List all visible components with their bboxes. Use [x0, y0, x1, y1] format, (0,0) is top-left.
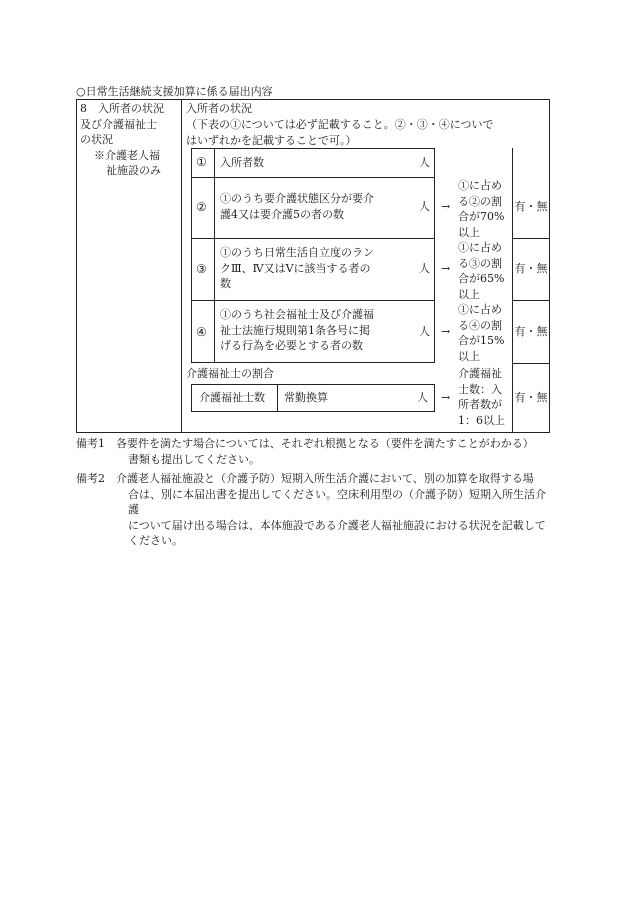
care-worker-unit: 人: [417, 391, 428, 404]
arrow-icon: →: [441, 200, 451, 213]
residents-intro-line: はいずれかを記載することで可。）: [186, 133, 357, 147]
row-label-line: ①のうち日常生活自立度のラン: [220, 246, 374, 259]
ratio-line: 以上: [458, 225, 480, 239]
arrow-icon: →: [441, 325, 451, 338]
row-label: [220, 191, 395, 222]
care-worker-divider: [277, 384, 278, 412]
row-label: 入所者数: [220, 156, 264, 169]
ratio-requirement: [458, 366, 512, 428]
yes-no-choice[interactable]: 有・無: [514, 325, 548, 338]
row-divider: [191, 300, 435, 301]
arrow-icon: →: [441, 262, 451, 275]
residents-title: 入所者の状況: [186, 102, 252, 115]
ratio-line: る③の割: [458, 256, 502, 270]
row-label-line: 護4又は要介護5の者の数: [220, 207, 344, 221]
row-unit: 人: [419, 200, 430, 213]
ratio-line: る②の割: [458, 194, 502, 208]
row-number: ④: [196, 325, 207, 339]
ratio-line: 合が65%: [458, 272, 505, 286]
row-unit: 人: [419, 262, 430, 275]
ratio-line: ①に占め: [458, 179, 502, 192]
choice-row-divider: [512, 238, 550, 239]
care-worker-method: 常勤換算: [284, 391, 328, 404]
row-unit: 人: [419, 156, 430, 169]
remark-item: [76, 471, 550, 549]
row-label-line: 祉士法施行規則第1条各号に掲: [220, 323, 370, 337]
row-label: [220, 307, 395, 354]
yes-no-choice[interactable]: 有・無: [514, 200, 548, 213]
remark-line: について届け出る場合は、本体施設である介護老人福祉施設における状況を記載して: [128, 518, 546, 532]
remark-item: [76, 436, 550, 468]
ratio-line: 合が15%: [458, 334, 505, 348]
ratio-line: ①に占め: [458, 303, 502, 316]
ratio-line: ①に占め: [458, 241, 502, 254]
yes-no-choice[interactable]: 有・無: [514, 262, 548, 275]
remark-line: ください。: [128, 534, 183, 548]
residents-intro-line: （下表の①については必ず記載すること。②・③・④についで: [186, 118, 494, 131]
remark-line: 合は、別に本届出書を提出してください。空床利用型の（介護予防）短期入所生活介護: [128, 487, 546, 517]
yes-no-choice[interactable]: 有・無: [514, 391, 548, 404]
row-number: ①: [196, 155, 207, 169]
arrow-icon: →: [441, 391, 451, 404]
item-title-line: の状況: [80, 133, 113, 147]
residents-intro: [186, 117, 510, 148]
row-divider: [191, 238, 435, 239]
row-divider: [191, 177, 435, 178]
ratio-line: 以上: [458, 349, 480, 363]
remark-line: 各要件を満たす場合については、それぞれ根拠となる（要件を満たすことがわかる）: [116, 437, 534, 450]
ratio-line: 介護福祉: [458, 367, 502, 380]
residents-table-divider: [214, 148, 215, 363]
row-number: ③: [196, 262, 207, 276]
row-label-line: ①のうち社会福祉士及び介護福: [220, 308, 374, 321]
ratio-line: 合が70%: [458, 210, 505, 224]
item-note-line: 祉施設のみ: [106, 164, 161, 178]
ratio-line: 以上: [458, 287, 480, 301]
item-label: [80, 101, 180, 179]
ratio-line: 士数：入: [458, 382, 502, 396]
row-unit: 人: [419, 325, 430, 338]
remark-label: 備考1: [76, 437, 105, 450]
care-worker-title: 介護福祉士の割合: [186, 367, 274, 380]
page-title: ○日常生活継続支援加算に係る届出内容: [76, 85, 273, 98]
row-label-line: げる行為を必要とする者の数: [220, 339, 363, 353]
item-note-line: ※介護老人福: [94, 148, 160, 162]
row-label-line: 数: [220, 277, 231, 291]
item-title-line: 及び介護福祉士: [80, 117, 157, 131]
remark-label: 備考2: [76, 472, 105, 485]
remark-line: 介護老人福祉施設と（介護予防）短期入所生活介護において、別の加算を取得する場: [116, 472, 534, 485]
table-divider: [181, 99, 182, 433]
ratio-requirement: [458, 240, 512, 302]
ratio-line: る④の割: [458, 318, 502, 332]
ratio-requirement: [458, 302, 512, 364]
item-title-line: 8 入所者の状況: [80, 102, 164, 115]
remark-line: 書類も提出してください。: [128, 452, 260, 466]
choice-row-divider: [512, 363, 550, 364]
ratio-line: 所者数が: [458, 398, 502, 412]
row-number: ②: [196, 200, 207, 214]
ratio-requirement: [458, 178, 512, 240]
care-worker-label: 介護福祉士数: [199, 391, 265, 404]
ratio-line: 1：6以上: [458, 413, 505, 427]
row-label-line: クⅢ、Ⅳ又はⅤに該当する者の: [220, 261, 371, 275]
row-label-line: ①のうち要介護状態区分が要介: [220, 192, 374, 205]
remarks: [76, 436, 550, 549]
row-label: [220, 245, 395, 292]
choice-row-divider: [512, 300, 550, 301]
